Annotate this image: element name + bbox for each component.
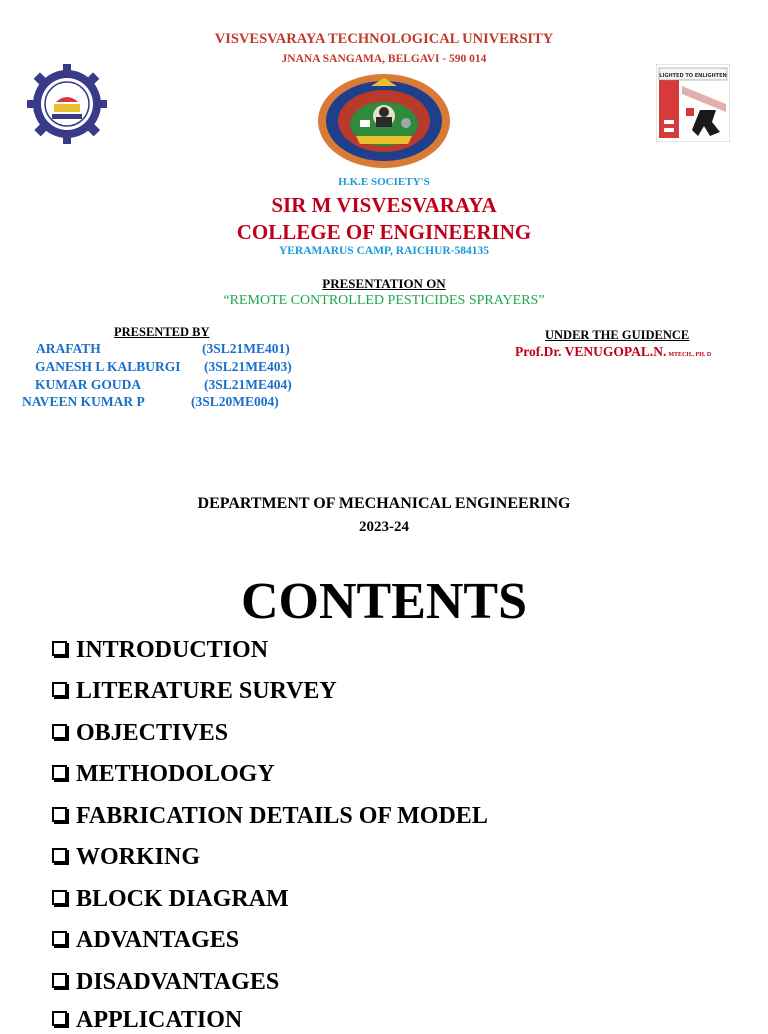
university-address: JNANA SANGAMA, BELGAVI - 590 014 xyxy=(281,53,487,65)
contents-item xyxy=(52,637,268,664)
checkbox-bullet-icon xyxy=(52,765,67,780)
academic-year: 2023-24 xyxy=(359,519,409,535)
guidance-heading: UNDER THE GUIDENCE xyxy=(545,328,690,342)
college-name-line2: COLLEGE OF ENGINEERING xyxy=(236,220,532,244)
student-usn: (3SL21ME401) xyxy=(202,341,290,356)
checkbox-bullet-icon xyxy=(52,724,67,739)
presentation-topic: “REMOTE CONTROLLED PESTICIDES SPRAYERS” xyxy=(223,293,545,308)
contents-item xyxy=(52,678,337,705)
contents-item xyxy=(52,969,279,996)
student-name: NAVEEN KUMAR P xyxy=(22,394,145,409)
guide-line xyxy=(515,344,711,360)
college-name-line1: SIR M VISVESVARAYA xyxy=(271,193,497,217)
lighted-to-enlighten-crest-icon xyxy=(656,64,730,142)
contents-item-label: INTRODUCTION xyxy=(76,637,269,663)
student-name: KUMAR GOUDA xyxy=(35,377,142,392)
contents-item-label: DISADVANTAGES xyxy=(76,969,280,995)
society-name: H.K.E SOCIETY'S xyxy=(338,176,430,188)
student-name: ARAFATH xyxy=(36,341,101,356)
contents-item xyxy=(52,803,488,830)
contents-item-label: LITERATURE SURVEY xyxy=(76,678,337,704)
student-name: GANESH L KALBURGI xyxy=(35,359,181,374)
vtu-university-seal-icon xyxy=(316,72,452,170)
contents-item xyxy=(52,844,200,871)
college-address: YERAMARUS CAMP, RAICHUR-584135 xyxy=(278,245,490,257)
contents-item-label: BLOCK DIAGRAM xyxy=(76,886,289,912)
contents-item xyxy=(52,1007,242,1034)
contents-title: CONTENTS xyxy=(240,573,528,630)
checkbox-bullet-icon xyxy=(52,641,67,656)
department-name: DEPARTMENT OF MECHANICAL ENGINEERING xyxy=(197,495,571,512)
guide-name: Prof.Dr. VENUGOPAL.N. xyxy=(515,344,667,359)
contents-item xyxy=(52,761,275,788)
checkbox-bullet-icon xyxy=(52,807,67,822)
student-usn: (3SL21ME403) xyxy=(204,359,292,374)
contents-item-label: FABRICATION DETAILS OF MODEL xyxy=(76,803,488,829)
checkbox-bullet-icon xyxy=(52,848,67,863)
contents-item-label: ADVANTAGES xyxy=(76,927,240,953)
checkbox-bullet-icon xyxy=(52,682,67,697)
college-emblem-gear-icon xyxy=(16,64,118,144)
checkbox-bullet-icon xyxy=(52,931,67,946)
crest-motto: LIGHTED TO ENLIGHTEN xyxy=(659,73,727,79)
presented-by-heading: PRESENTED BY xyxy=(114,325,210,339)
guide-degrees: MTECH., PH. D xyxy=(668,352,712,358)
contents-item-label: OBJECTIVES xyxy=(76,720,229,746)
contents-item-label: METHODOLOGY xyxy=(76,761,275,787)
checkbox-bullet-icon xyxy=(52,973,67,988)
checkbox-bullet-icon xyxy=(52,890,67,905)
presentation-heading: PRESENTATION ON xyxy=(322,276,446,291)
contents-item xyxy=(52,886,289,913)
university-name: VISVESVARAYA TECHNOLOGICAL UNIVERSITY xyxy=(214,31,554,47)
student-usn: (3SL20ME004) xyxy=(191,394,279,409)
contents-item-label: APPLICATION xyxy=(76,1007,243,1033)
contents-item xyxy=(52,720,228,747)
student-usn: (3SL21ME404) xyxy=(204,377,292,392)
contents-item xyxy=(52,927,239,954)
contents-item-label: WORKING xyxy=(76,844,201,870)
